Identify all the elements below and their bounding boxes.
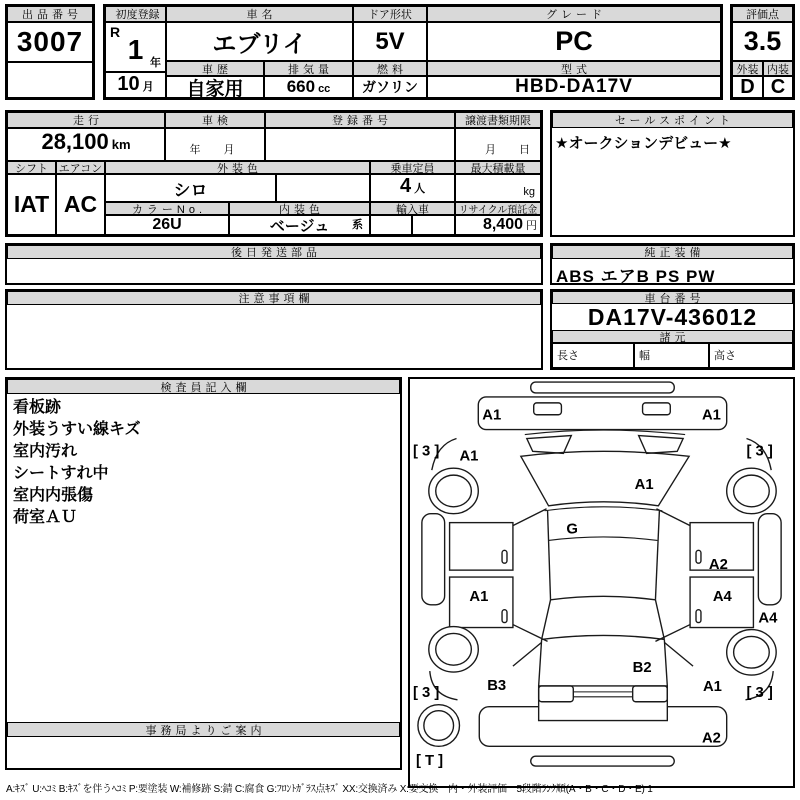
inspector-note-line: 外装うすい線キズ bbox=[13, 421, 141, 438]
exterior-color-value: シロ bbox=[105, 174, 276, 202]
interior-grade: C bbox=[763, 76, 793, 98]
auction-no-empty bbox=[7, 62, 93, 98]
inspector-note-line: 室内内張傷 bbox=[13, 487, 94, 504]
right-handle-rear bbox=[696, 610, 701, 623]
first-reg-month-unit: 月 bbox=[142, 81, 154, 93]
front-vent-left bbox=[534, 403, 562, 415]
shift-value: IAT bbox=[7, 174, 56, 235]
front-top-bar bbox=[531, 382, 675, 393]
displacement-label: 排気量 bbox=[264, 61, 353, 76]
inspector-note-line: 看板跡 bbox=[13, 399, 62, 416]
max-load-unit: kg bbox=[455, 174, 541, 202]
windshield-bottom-line bbox=[545, 507, 663, 511]
grade-value: PC bbox=[427, 22, 721, 61]
later-parts-box bbox=[5, 243, 543, 285]
rear-glass-sides bbox=[542, 600, 665, 640]
import-empty-1 bbox=[370, 215, 412, 235]
vehicle-info-table bbox=[103, 4, 723, 100]
transfer-deadline-value: 月 日 bbox=[455, 128, 541, 161]
door-shape-label: ドア形状 bbox=[353, 6, 427, 22]
exterior-color-label: 外装色 bbox=[105, 161, 370, 174]
interior-color-value: ベージュ bbox=[269, 217, 330, 235]
right-handle-front bbox=[696, 550, 701, 563]
mileage-value: 28,100 bbox=[41, 129, 109, 154]
damage-diagram-box bbox=[408, 377, 795, 788]
fuel-value: ガソリン bbox=[353, 76, 427, 98]
shaken-label: 車検 bbox=[165, 112, 265, 128]
right-lower-flare bbox=[655, 625, 690, 642]
fuel-label: 燃料 bbox=[353, 61, 427, 76]
front-face bbox=[478, 397, 726, 430]
rear-glass-top bbox=[551, 596, 656, 599]
equipment-label: 純正装備 bbox=[552, 245, 793, 259]
reg-no-value bbox=[265, 128, 455, 161]
registration-table bbox=[5, 110, 543, 237]
door-shape-value: 5V bbox=[353, 22, 427, 61]
color-no-label: カラーNo. bbox=[105, 202, 229, 215]
first-reg-month-cell bbox=[105, 72, 166, 98]
wheel-rear-left-inner bbox=[436, 633, 472, 665]
roof-front-edge bbox=[549, 537, 658, 540]
first-reg-year-cell bbox=[105, 22, 166, 72]
capacity-label: 乗車定員 bbox=[370, 161, 455, 174]
model-code-label: 型式 bbox=[427, 61, 721, 76]
wheel-rear-right-inner bbox=[734, 636, 770, 668]
score-box bbox=[730, 4, 795, 100]
cowl-line bbox=[525, 430, 685, 434]
damage-label: G bbox=[566, 521, 578, 538]
mileage-cell bbox=[7, 128, 165, 161]
inspector-note-line: 室内汚れ bbox=[13, 443, 78, 460]
interior-color-cell bbox=[229, 215, 370, 235]
front-vent-right bbox=[643, 403, 671, 415]
chassis-label: 車台番号 bbox=[552, 291, 793, 304]
rear-face-lower bbox=[539, 686, 668, 721]
first-reg-year: 1 bbox=[127, 34, 144, 65]
inspector-note-line: 荷室ＡＵ bbox=[13, 509, 78, 526]
inspector-box bbox=[5, 377, 402, 770]
score-label: 評価点 bbox=[732, 6, 793, 22]
rear-bottom-bar bbox=[531, 756, 675, 766]
recycle-unit: 円 bbox=[526, 220, 537, 232]
caution-label: 注意事項欄 bbox=[7, 291, 541, 305]
exterior-label: 外装 bbox=[732, 61, 763, 76]
damage-label: A1 bbox=[702, 678, 722, 695]
displacement-unit: cc bbox=[318, 83, 331, 95]
inspector-note-line: シートすれ中 bbox=[13, 465, 109, 482]
damage-label: [ 3 ] bbox=[746, 443, 773, 460]
auction-no-value: 3007 bbox=[7, 22, 93, 62]
right-outer-strip bbox=[758, 514, 781, 605]
car-outline-diagram bbox=[410, 379, 793, 786]
mileage-unit: km bbox=[111, 137, 131, 152]
spare-tire-inner bbox=[424, 711, 454, 741]
capacity-unit: 人 bbox=[414, 183, 426, 195]
car-name-label: 車名 bbox=[166, 6, 353, 22]
wiper-left bbox=[527, 436, 572, 454]
recycle-label: リサイクル預託金 bbox=[455, 202, 541, 215]
reg-no-label: 登録番号 bbox=[265, 112, 455, 128]
spec-width-label: 幅 bbox=[634, 343, 709, 368]
wiper-right bbox=[639, 436, 684, 454]
damage-label: [ 3 ] bbox=[746, 684, 773, 701]
rear-glass-bottom bbox=[542, 635, 665, 639]
aircon-value: AC bbox=[56, 174, 105, 235]
chassis-value: DA17V-436012 bbox=[552, 304, 793, 330]
grade-label: グレード bbox=[427, 6, 721, 22]
displacement-value-cell bbox=[264, 76, 353, 98]
sales-point-label: セールスポイント bbox=[552, 112, 793, 128]
mileage-label: 走行 bbox=[7, 112, 165, 128]
capacity-value: 4 bbox=[399, 175, 412, 197]
caution-box bbox=[5, 289, 543, 370]
inspector-label: 検査員記入欄 bbox=[7, 379, 400, 394]
damage-label: B3 bbox=[487, 677, 507, 694]
legend-text: A:ｷｽﾞ U:ﾍｺﾐ B:ｷｽﾞを伴うﾍｺﾐ P:要塗装 W:補修跡 S:錆 C:腐食 G:ﾌﾛﾝﾄｶﾞﾗｽ点ｷｽﾞ XX:交換済み X:要交換 内・外装評価 5段階ﾗﾝｸ順(A・B・C・D・E) 1 bbox=[6, 784, 653, 795]
history-label: 車歴 bbox=[166, 61, 264, 76]
wheel-front-right-inner bbox=[734, 475, 770, 507]
spec-height-label: 高さ bbox=[709, 343, 793, 368]
chassis-box bbox=[550, 289, 795, 370]
capacity-cell bbox=[370, 174, 455, 202]
damage-label: B2 bbox=[632, 660, 652, 677]
color-no-value: 26U bbox=[105, 215, 229, 235]
aircon-label: エアコン bbox=[56, 161, 105, 174]
auction-no-label: 出品番号 bbox=[7, 6, 93, 22]
spec-label: 諸元 bbox=[552, 330, 793, 343]
damage-label: A1 bbox=[459, 448, 479, 465]
office-info-label: 事務局よりご案内 bbox=[7, 722, 400, 737]
recycle-cell bbox=[455, 215, 541, 235]
history-value: 自家用 bbox=[166, 76, 264, 98]
damage-label: A1 bbox=[482, 407, 502, 424]
recycle-value: 8,400 bbox=[482, 216, 523, 233]
left-handle-front bbox=[502, 550, 507, 563]
damage-label: [ T ] bbox=[415, 753, 444, 770]
left-rear-flare bbox=[513, 642, 542, 666]
sales-point-box bbox=[550, 110, 795, 237]
score-value: 3.5 bbox=[732, 22, 793, 61]
auction-no-box bbox=[5, 4, 95, 100]
equipment-value: ABS エアB PS PW bbox=[556, 267, 716, 286]
first-reg-label: 初度登録 bbox=[105, 6, 166, 22]
interior-label: 内装 bbox=[763, 61, 793, 76]
roof-right-edge bbox=[655, 511, 659, 600]
shift-label: シフト bbox=[7, 161, 56, 174]
right-upper-flare bbox=[656, 509, 690, 526]
car-name-value: エブリイ bbox=[166, 22, 353, 61]
interior-color-suffix: 系 bbox=[352, 219, 363, 231]
right-rear-flare bbox=[664, 642, 693, 666]
shaken-value: 年 月 bbox=[165, 128, 265, 161]
exterior-grade: D bbox=[732, 76, 763, 98]
damage-label: A2 bbox=[708, 557, 728, 574]
displacement-value: 660 bbox=[286, 77, 316, 96]
first-reg-year-unit: 年 bbox=[150, 57, 161, 69]
sales-point-text: ★オークションデビュー★ bbox=[555, 135, 732, 152]
damage-label: A4 bbox=[712, 588, 732, 605]
left-outer-strip bbox=[422, 514, 445, 605]
import-label: 輸入車 bbox=[370, 202, 455, 215]
damage-label: [ 3 ] bbox=[412, 684, 440, 701]
damage-label: [ 3 ] bbox=[412, 443, 440, 460]
damage-label: A2 bbox=[701, 730, 721, 747]
windshield bbox=[521, 451, 689, 505]
left-upper-flare bbox=[513, 509, 547, 526]
damage-label: A1 bbox=[701, 407, 721, 424]
damage-label: A1 bbox=[469, 588, 489, 605]
transfer-deadline-label: 譲渡書類期限 bbox=[455, 112, 541, 128]
first-reg-month: 10 bbox=[117, 73, 140, 95]
later-parts-label: 後日発送部品 bbox=[7, 245, 541, 259]
roof-left-edge bbox=[548, 511, 551, 600]
equipment-box bbox=[550, 243, 795, 285]
model-code-value: HBD-DA17V bbox=[427, 76, 721, 98]
exterior-color-empty bbox=[276, 174, 370, 202]
import-empty-2 bbox=[412, 215, 455, 235]
damage-label: A4 bbox=[758, 610, 778, 627]
wheel-front-left-inner bbox=[436, 475, 472, 507]
max-load-label: 最大積載量 bbox=[455, 161, 541, 174]
left-handle-rear bbox=[502, 610, 507, 623]
spec-length-label: 長さ bbox=[552, 343, 634, 368]
first-reg-era: R bbox=[110, 24, 121, 40]
inspector-notes bbox=[13, 397, 393, 719]
damage-label: A1 bbox=[634, 476, 654, 493]
interior-color-label: 内装色 bbox=[229, 202, 370, 215]
